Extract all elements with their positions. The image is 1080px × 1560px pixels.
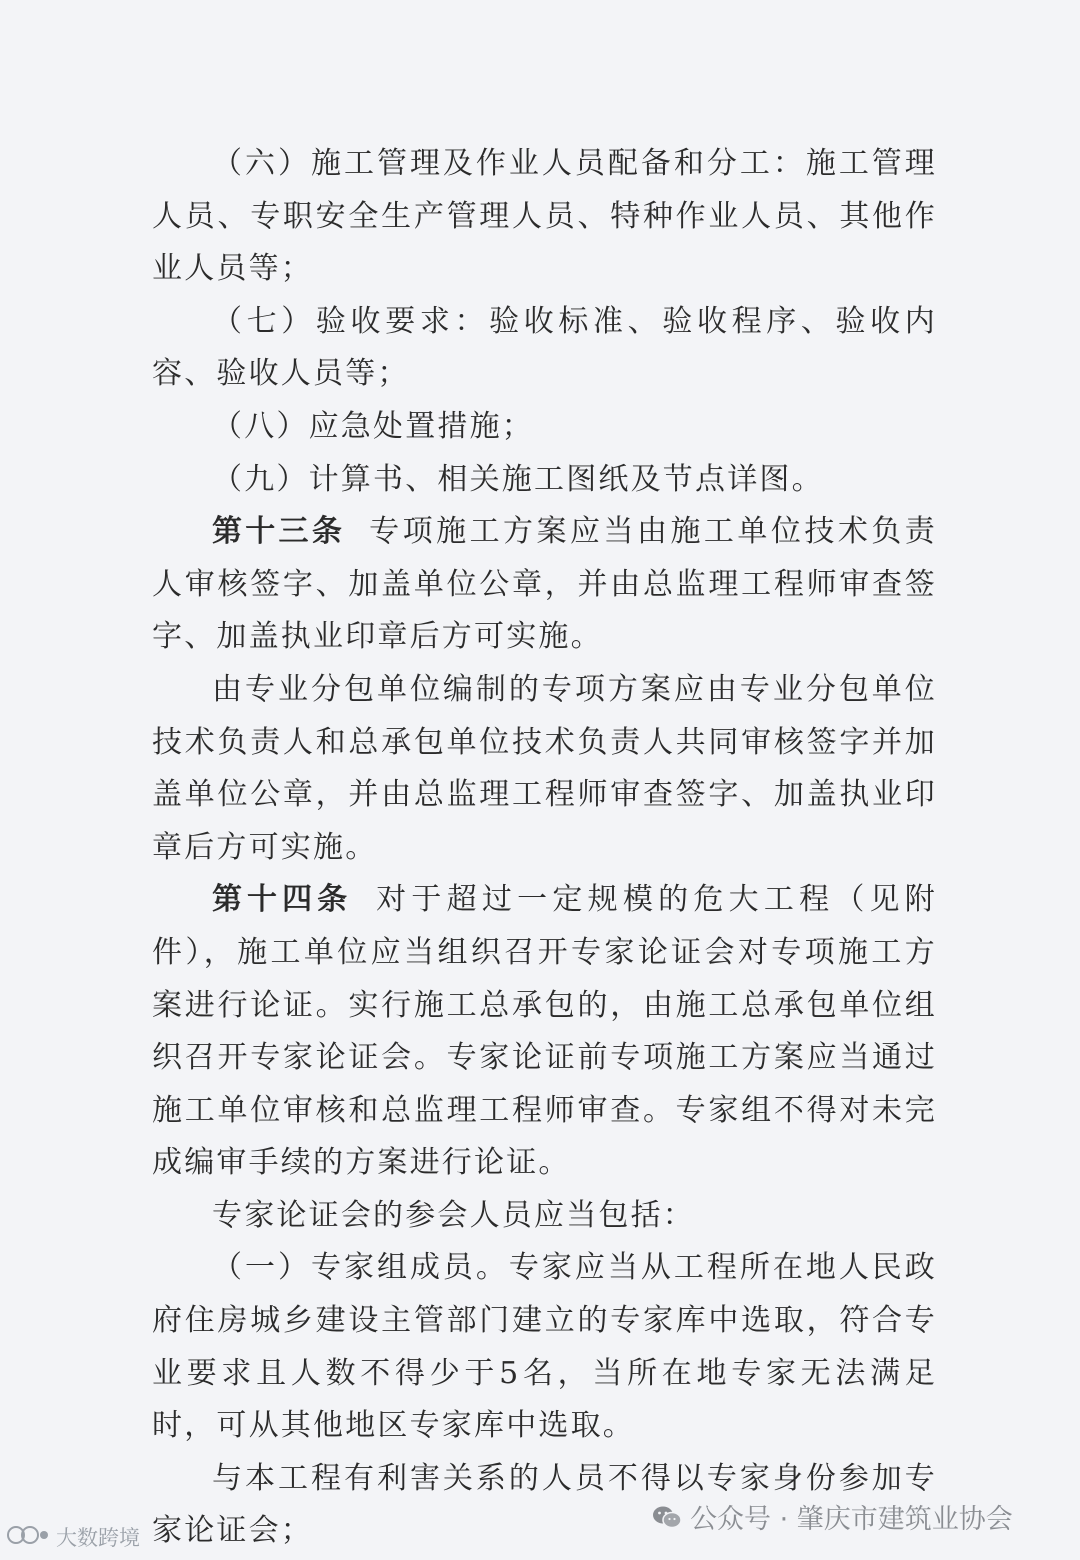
- paragraph-item-7: （七）验收要求：验收标准、验收程序、验收内容、验收人员等；: [152, 303, 937, 392]
- article-14: [152, 874, 937, 1190]
- paragraph-item-6: （六）施工管理及作业人员配备和分工：施工管理人员、专职安全生产管理人员、特种作业人员、其他作业人员等；: [152, 146, 937, 287]
- watermark-text: 公众号 · 肇庆市建筑业协会: [690, 1504, 1013, 1535]
- wechat-watermark: [652, 1497, 1013, 1536]
- document-body: [152, 138, 937, 1558]
- paragraph-subcontract: 由专业分包单位编制的专项方案应由专业分包单位技术负责人和总承包单位技术负责人共同审核签字并加盖单位公章，并由总监理工程师审查签字、加盖执业印章后方可实施。: [152, 671, 937, 865]
- article-text: 专项施工方案应当由施工单位技术负责人审核签字、加盖单位公章，并由总监理工程师审查签字、加盖执业印章后方可实施。: [152, 514, 937, 655]
- article-number: 第十三条: [212, 514, 346, 550]
- corner-watermark-text: 大数跨境: [56, 1526, 140, 1550]
- corner-watermark: [6, 1522, 140, 1552]
- paragraph-conflict-interest: 与本工程有利害关系的人员不得以专家身份参加专家论证会；: [152, 1460, 937, 1549]
- logo-icon: [6, 1524, 50, 1551]
- paragraph-item-8: （八）应急处置措施；: [212, 408, 534, 444]
- article-13: [152, 506, 937, 664]
- paragraph-item-9: （九）计算书、相关施工图纸及节点详图。: [212, 461, 824, 497]
- article-text: 对于超过一定规模的危大工程（见附件），施工单位应当组织召开专家论证会对专项施工方案进行论证。实行施工总承包的，由施工总承包单位组织召开专家论证会。专家论证前专项施工方案应当通过施工单位审核和总监理工程师审查。专家组不得对未完成编审手续的方案进行论证。: [152, 882, 938, 1181]
- paragraph-expert-members: （一）专家组成员。专家应当从工程所在地人民政府住房城乡建设主管部门建立的专家库中选取，符合专业要求且人数不得少于5名，当所在地专家无法满足时，可从其他地区专家库中选取。: [152, 1250, 937, 1444]
- paragraph-participants: 专家论证会的参会人员应当包括：: [212, 1197, 695, 1233]
- article-number: 第十四条: [212, 882, 353, 918]
- wechat-icon: [652, 1505, 682, 1529]
